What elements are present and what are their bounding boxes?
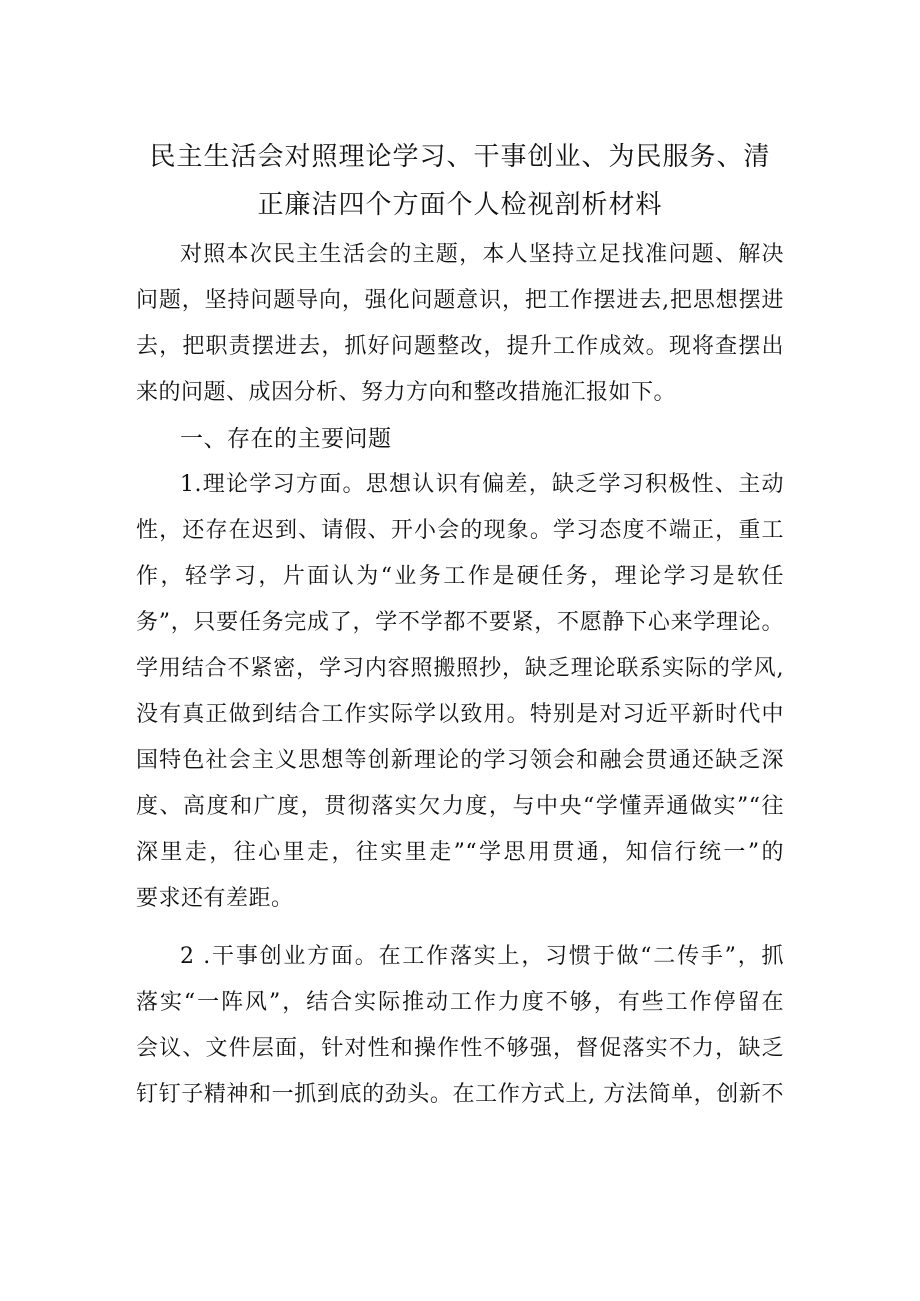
section-heading <box>136 416 784 462</box>
text-line: 1.理论学习方面。思想认识有偏差，缺乏学习积极性、主动 <box>180 472 784 497</box>
intro-paragraph <box>136 232 784 416</box>
text-line: 2 .干事创业方面。在工作落实上，习惯于做“二传手”，抓 <box>180 944 784 969</box>
text-line: 去，把职责摆进去，抓好问题整改，提升工作成效。现将查摆出 <box>136 334 784 359</box>
item1-paragraph <box>136 462 784 922</box>
section-heading-text: 一、存在的主要问题 <box>180 426 392 452</box>
text-line: 来的问题、成因分析、努力方向和整改措施汇报如下。 <box>136 380 677 405</box>
text-line: 要求还有差距。 <box>136 886 294 911</box>
text-line: 国特色社会主义思想等创新理论的学习领会和融会贯通还缺乏深 <box>136 748 784 773</box>
text-line: 落实“一阵风”，结合实际推动工作力度不够，有些工作停留在 <box>136 990 784 1015</box>
text-line: 问题，坚持问题导向，强化问题意识，把工作摆进去,把思想摆进 <box>136 288 784 313</box>
text-line: 深里走，往心里走，往实里走”“学思用贯通，知信行统一”的 <box>136 840 784 865</box>
text-line: 务”，只要任务完成了，学不学都不要紧，不愿静下心来学理论。 <box>136 610 784 635</box>
text-line: 对照本次民主生活会的主题，本人坚持立足找准问题、解决 <box>180 242 784 267</box>
document-body <box>136 232 784 1118</box>
text-line: 会议、文件层面，针对性和操作性不够强，督促落实不力，缺乏 <box>136 1036 784 1061</box>
text-line: 性，还存在迟到、请假、开小会的现象。学习态度不端正，重工 <box>136 518 784 543</box>
text-line: 没有真正做到结合工作实际学以致用。特别是对习近平新时代中 <box>136 702 784 727</box>
title-line-1: 民主生活会对照理论学习、干事创业、为民服务、清 <box>149 142 771 173</box>
text-line: 作，轻学习，片面认为“业务工作是硬任务，理论学习是软任 <box>136 564 784 589</box>
text-line: 学用结合不紧密，学习内容照搬照抄，缺乏理论联系实际的学风, <box>136 656 784 681</box>
text-line: 钉钉子精神和一抓到底的劲头。在工作方式上, 方法简单，创新不 <box>136 1082 784 1107</box>
paragraph-gap <box>136 922 784 934</box>
document-title <box>130 133 790 229</box>
item2-paragraph <box>136 934 784 1118</box>
text-line: 度、高度和广度，贯彻落实欠力度，与中央“学懂弄通做实”“往 <box>136 794 784 819</box>
title-line-2: 正廉洁四个方面个人检视剖析材料 <box>257 190 663 221</box>
